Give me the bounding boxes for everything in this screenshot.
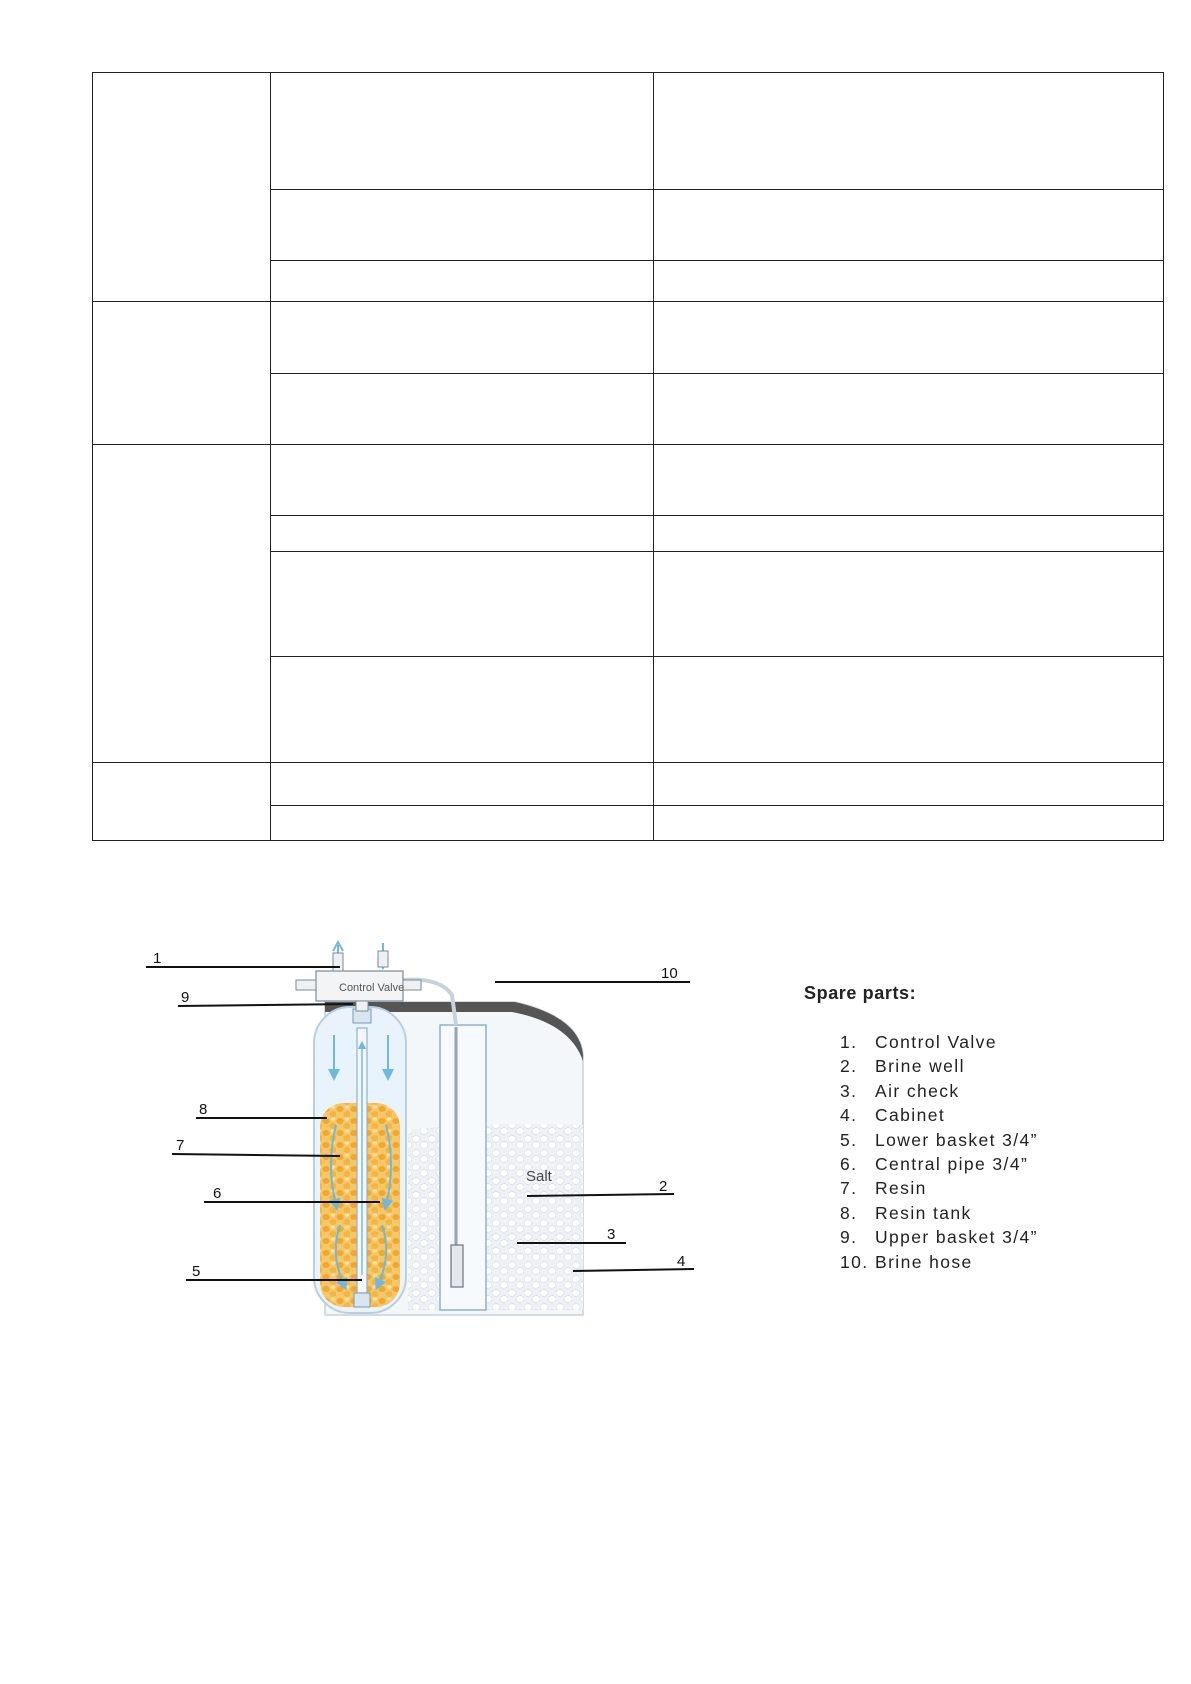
table-cell	[93, 73, 271, 302]
list-item	[840, 1030, 1134, 1054]
spare-parts-list	[804, 1030, 1134, 1274]
callout-6: 6	[213, 1185, 222, 1202]
table-cell	[654, 190, 1164, 261]
table-cell	[271, 445, 654, 516]
water-softener-diagram	[140, 925, 720, 1325]
item-label: Resin tank	[875, 1202, 972, 1223]
table-cell	[654, 302, 1164, 374]
control-valve	[296, 942, 421, 1011]
item-label: Lower basket 3/4”	[875, 1129, 1038, 1150]
table-cell	[93, 302, 271, 445]
item-number: 4.	[840, 1105, 858, 1126]
item-number: 5.	[840, 1129, 858, 1150]
item-label: Cabinet	[875, 1105, 946, 1126]
callout-line-4	[573, 1269, 694, 1271]
air-check	[451, 1245, 463, 1287]
callout-4: 4	[677, 1253, 686, 1270]
list-item	[840, 1225, 1134, 1249]
callout-3: 3	[607, 1226, 616, 1243]
table-cell	[271, 806, 654, 841]
table-cell	[654, 516, 1164, 552]
brine-well	[440, 1025, 486, 1310]
table-cell	[271, 763, 654, 806]
list-item	[840, 1054, 1134, 1078]
table-cell	[654, 763, 1164, 806]
item-label: Brine hose	[875, 1251, 973, 1272]
item-label: Brine well	[875, 1056, 965, 1077]
table-cell	[93, 445, 271, 763]
list-item	[840, 1250, 1134, 1274]
table-cell	[93, 763, 271, 841]
item-number: 10.	[840, 1251, 869, 1272]
table-cell	[654, 552, 1164, 657]
item-number: 6.	[840, 1153, 858, 1174]
item-number: 2.	[840, 1056, 858, 1077]
salt-label: Salt	[526, 1168, 552, 1185]
table-row	[93, 445, 1164, 516]
list-item	[840, 1128, 1134, 1152]
item-number: 7.	[840, 1178, 858, 1199]
list-item	[840, 1152, 1134, 1176]
list-item	[840, 1201, 1134, 1225]
item-number: 8.	[840, 1202, 858, 1223]
control-valve-label: Control Valve	[339, 982, 405, 994]
table-cell	[271, 657, 654, 763]
item-number: 1.	[840, 1032, 858, 1052]
callout-10: 10	[661, 965, 678, 982]
callout-2: 2	[659, 1178, 668, 1195]
item-number: 3.	[840, 1080, 858, 1101]
item-number: 9.	[840, 1227, 858, 1248]
table-cell	[654, 806, 1164, 841]
spare-parts	[804, 983, 1134, 1274]
item-label: Resin	[875, 1178, 927, 1199]
salt	[408, 1124, 583, 1310]
empty-table	[92, 72, 1164, 841]
item-label: Air check	[875, 1080, 960, 1101]
list-item	[840, 1103, 1134, 1127]
callout-9: 9	[181, 989, 190, 1006]
table-cell	[271, 302, 654, 374]
resin-tank	[314, 1007, 406, 1313]
table-cell	[654, 374, 1164, 445]
callout-1: 1	[153, 950, 162, 967]
table-cell	[271, 374, 654, 445]
table-row	[93, 73, 1164, 190]
callout-8: 8	[199, 1101, 208, 1118]
list-item	[840, 1079, 1134, 1103]
table-cell	[654, 657, 1164, 763]
spare-parts-title: Spare parts:	[804, 983, 917, 1003]
item-label: Control Valve	[875, 1032, 997, 1052]
list-item	[840, 1176, 1134, 1200]
table-cell	[271, 73, 654, 190]
diagram-svg	[140, 925, 720, 1325]
item-label: Upper basket 3/4”	[875, 1227, 1038, 1248]
lower-basket	[354, 1293, 370, 1307]
table-cell	[654, 73, 1164, 190]
table-cell	[271, 552, 654, 657]
item-label: Central pipe 3/4”	[875, 1153, 1029, 1174]
table-row	[93, 763, 1164, 806]
table-cell	[654, 445, 1164, 516]
table-cell	[654, 261, 1164, 302]
callout-5: 5	[192, 1263, 201, 1280]
table-cell	[271, 190, 654, 261]
table-cell	[271, 261, 654, 302]
table-row	[93, 302, 1164, 374]
table-cell	[271, 516, 654, 552]
callout-7: 7	[176, 1137, 185, 1154]
